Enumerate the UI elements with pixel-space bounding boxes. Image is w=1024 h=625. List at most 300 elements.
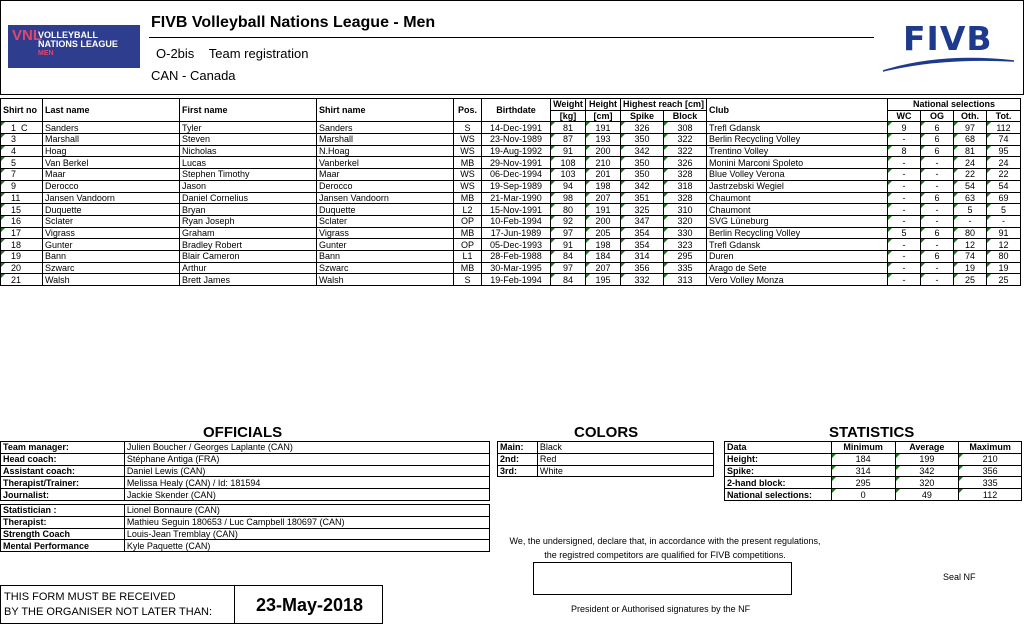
stats-max: 210 [959, 453, 1022, 465]
cell-shirt-name: Gunter [317, 239, 454, 251]
shirt-number: 18 [11, 239, 22, 250]
cell-block: 335 [664, 262, 707, 274]
cell-tot: 95 [987, 145, 1021, 157]
cell-shirt-name: Szwarc [317, 262, 454, 274]
form-code-id: O-2bis [156, 46, 195, 61]
cell-position: OP [454, 239, 482, 251]
cell-shirt-no [1, 227, 43, 239]
official-name: Lionel Bonnaure (CAN) [124, 505, 489, 517]
cell-first-name: Jason [180, 180, 317, 192]
cell-tot: 74 [987, 134, 1021, 146]
deadline-text [4, 590, 212, 620]
cell-birthdate: 29-Nov-1991 [482, 157, 551, 169]
official-name: Mathieu Seguin 180653 / Luc Campbell 180697 (CAN) [124, 516, 489, 528]
official-row [1, 465, 490, 477]
officials-table-2 [0, 504, 490, 552]
cell-og: 6 [921, 227, 954, 239]
cell-weight: 80 [551, 204, 586, 216]
cell-weight: 87 [551, 134, 586, 146]
cell-tot: 12 [987, 239, 1021, 251]
color-label: 2nd: [498, 453, 538, 465]
cell-shirt-name: Vigrass [317, 227, 454, 239]
cell-block: 318 [664, 180, 707, 192]
cell-last-name: Vigrass [43, 227, 180, 239]
shirt-number: 4 [11, 146, 17, 157]
cell-weight: 98 [551, 192, 586, 204]
signature-caption: President or Authorised signatures by the NF [571, 604, 751, 614]
cell-weight: 97 [551, 262, 586, 274]
cell-tot: 25 [987, 274, 1021, 286]
shirt-number: 7 [11, 169, 17, 180]
cell-weight: 84 [551, 250, 586, 262]
official-name: Daniel Lewis (CAN) [124, 465, 489, 477]
stats-min: 295 [831, 477, 895, 489]
cell-club: Trefl Gdansk [707, 122, 888, 134]
cell-spike: 342 [621, 145, 664, 157]
table-row [1, 157, 1021, 169]
col-weight: Weight [551, 99, 586, 111]
cell-oth: 19 [954, 262, 987, 274]
official-role: Assistant coach: [1, 465, 125, 477]
deadline-divider [234, 586, 235, 623]
col-block: Block [664, 110, 707, 122]
cell-tot: 22 [987, 169, 1021, 181]
cell-club: Chaumont [707, 192, 888, 204]
cell-position: WS [454, 145, 482, 157]
cell-weight: 108 [551, 157, 586, 169]
col-wc: WC [888, 110, 921, 122]
stats-max: 335 [959, 477, 1022, 489]
cell-wc: - [888, 134, 921, 146]
cell-first-name: Brett James [180, 274, 317, 286]
cell-spike: 351 [621, 192, 664, 204]
cell-shirt-name: N.Hoag [317, 145, 454, 157]
vnl-logo [8, 25, 140, 68]
shirt-number: 15 [11, 204, 22, 215]
cell-oth: 80 [954, 227, 987, 239]
cell-spike: 356 [621, 262, 664, 274]
cell-height: 200 [586, 215, 621, 227]
cell-tot: 69 [987, 192, 1021, 204]
cell-oth: 24 [954, 157, 987, 169]
cell-wc: 5 [888, 227, 921, 239]
cell-og: 6 [921, 145, 954, 157]
cell-first-name: Blair Cameron [180, 250, 317, 262]
cell-og: 6 [921, 250, 954, 262]
color-row [498, 465, 714, 477]
cell-height: 184 [586, 250, 621, 262]
cell-shirt-no [1, 274, 43, 286]
cell-oth: 54 [954, 180, 987, 192]
color-label: Main: [498, 442, 538, 454]
cell-first-name: Graham [180, 227, 317, 239]
cell-shirt-name: Sanders [317, 122, 454, 134]
stats-min: 314 [831, 465, 895, 477]
stats-header-row [725, 442, 1022, 454]
cell-oth: 12 [954, 239, 987, 251]
cell-spike: 347 [621, 215, 664, 227]
declaration [495, 534, 835, 562]
stats-max: 356 [959, 465, 1022, 477]
official-row [1, 528, 490, 540]
cell-position: MB [454, 157, 482, 169]
team-name: CAN - Canada [151, 68, 236, 83]
officials-title: OFFICIALS [203, 424, 283, 441]
vnl-logo-line1: VOLLEYBALL [38, 30, 98, 40]
cell-og: - [921, 239, 954, 251]
cell-og: - [921, 274, 954, 286]
official-role: Therapist: [1, 516, 125, 528]
official-role: Therapist/Trainer: [1, 477, 125, 489]
cell-last-name: Bann [43, 250, 180, 262]
stats-label: 2-hand block: [725, 477, 832, 489]
cell-og: - [921, 215, 954, 227]
cell-height: 198 [586, 180, 621, 192]
cell-club: Blue Volley Verona [707, 169, 888, 181]
stats-min: 184 [831, 453, 895, 465]
stats-label: Spike: [725, 465, 832, 477]
deadline-box [0, 585, 383, 624]
stats-avg: 199 [895, 453, 959, 465]
table-row [1, 134, 1021, 146]
table-row [1, 215, 1021, 227]
cell-shirt-no [1, 215, 43, 227]
stats-avg: 342 [895, 465, 959, 477]
cell-first-name: Bradley Robert [180, 239, 317, 251]
official-row [1, 477, 490, 489]
cell-wc: - [888, 192, 921, 204]
cell-oth: 22 [954, 169, 987, 181]
cell-shirt-name: Jansen Vandoorn [317, 192, 454, 204]
cell-wc: - [888, 239, 921, 251]
deadline-line1: THIS FORM MUST BE RECEIVED [4, 591, 176, 603]
cell-shirt-no [1, 169, 43, 181]
shirt-number: 1 [11, 122, 17, 133]
cell-tot: 19 [987, 262, 1021, 274]
cell-shirt-name: Maar [317, 169, 454, 181]
cell-wc: - [888, 169, 921, 181]
cell-first-name: Bryan [180, 204, 317, 216]
official-role: Head coach: [1, 453, 125, 465]
vnl-logo-line2: NATIONS LEAGUE [38, 39, 118, 49]
header-divider [149, 37, 874, 38]
cell-club: Chaumont [707, 204, 888, 216]
cell-last-name: Sanders [43, 122, 180, 134]
cell-last-name: Walsh [43, 274, 180, 286]
cell-weight: 91 [551, 239, 586, 251]
cell-club: Monini Marconi Spoleto [707, 157, 888, 169]
stats-min: 0 [831, 489, 895, 501]
form-header [0, 0, 1024, 95]
fivb-logo-text: FIVB [903, 19, 993, 58]
deadline-line2: BY THE ORGANISER NOT LATER THAN: [4, 606, 213, 618]
official-row [1, 453, 490, 465]
cell-tot: - [987, 215, 1021, 227]
cell-shirt-no [1, 250, 43, 262]
colors-title: COLORS [574, 424, 639, 441]
official-name: Stéphane Antiga (FRA) [124, 453, 489, 465]
cell-last-name: Gunter [43, 239, 180, 251]
cell-position: MB [454, 227, 482, 239]
official-role: Mental Performance [1, 540, 125, 552]
shirt-number: 20 [11, 262, 22, 273]
cell-weight: 94 [551, 180, 586, 192]
cell-spike: 314 [621, 250, 664, 262]
cell-club: Vero Volley Monza [707, 274, 888, 286]
cell-tot: 91 [987, 227, 1021, 239]
cell-height: 205 [586, 227, 621, 239]
cell-spike: 325 [621, 204, 664, 216]
official-name: Louis-Jean Tremblay (CAN) [124, 528, 489, 540]
cell-oth: - [954, 215, 987, 227]
cell-first-name: Lucas [180, 157, 317, 169]
stats-header: Average [895, 442, 959, 454]
cell-block: 326 [664, 157, 707, 169]
cell-first-name: Daniel Cornelius [180, 192, 317, 204]
colors-table [497, 441, 714, 477]
cell-oth: 25 [954, 274, 987, 286]
table-row [1, 180, 1021, 192]
col-birthdate: Birthdate [482, 99, 551, 122]
cell-birthdate: 21-Mar-1990 [482, 192, 551, 204]
shirt-number: 5 [11, 157, 17, 168]
cell-wc: - [888, 262, 921, 274]
statistics-title: STATISTICS [829, 424, 915, 441]
col-first-name: First name [180, 99, 317, 122]
cell-shirt-no [1, 145, 43, 157]
cell-shirt-name: Vanberkel [317, 157, 454, 169]
shirt-number: 19 [11, 251, 22, 262]
cell-height: 207 [586, 262, 621, 274]
cell-club: Berlin Recycling Volley [707, 227, 888, 239]
cell-oth: 74 [954, 250, 987, 262]
cell-shirt-no [1, 157, 43, 169]
cell-shirt-name: Sclater [317, 215, 454, 227]
cell-last-name: Jansen Vandoorn [43, 192, 180, 204]
cell-shirt-name: Walsh [317, 274, 454, 286]
stats-label: Height: [725, 453, 832, 465]
cell-birthdate: 10-Feb-1994 [482, 215, 551, 227]
stats-avg: 320 [895, 477, 959, 489]
table-row [1, 122, 1021, 134]
cell-birthdate: 15-Nov-1991 [482, 204, 551, 216]
cell-shirt-no [1, 239, 43, 251]
cell-birthdate: 05-Dec-1993 [482, 239, 551, 251]
cell-club: Arago de Sete [707, 262, 888, 274]
cell-spike: 354 [621, 239, 664, 251]
cell-block: 328 [664, 192, 707, 204]
col-shirt-name: Shirt name [317, 99, 454, 122]
col-height: Height [586, 99, 621, 111]
form-code [156, 46, 308, 61]
cell-og: - [921, 204, 954, 216]
cell-birthdate: 30-Mar-1995 [482, 262, 551, 274]
statistics-table [724, 441, 1022, 501]
cell-shirt-no [1, 134, 43, 146]
cell-og: - [921, 180, 954, 192]
cell-wc: - [888, 274, 921, 286]
cell-club: Trefl Gdansk [707, 239, 888, 251]
cell-height: 191 [586, 122, 621, 134]
cell-oth: 63 [954, 192, 987, 204]
signature-box[interactable] [533, 562, 792, 595]
cell-oth: 97 [954, 122, 987, 134]
cell-spike: 350 [621, 134, 664, 146]
cell-last-name: Duquette [43, 204, 180, 216]
cell-tot: 54 [987, 180, 1021, 192]
cell-shirt-no [1, 122, 43, 134]
stats-row [725, 453, 1022, 465]
cell-first-name: Arthur [180, 262, 317, 274]
table-row [1, 227, 1021, 239]
cell-wc: 8 [888, 145, 921, 157]
cell-height: 201 [586, 169, 621, 181]
col-shirt-no: Shirt no [1, 99, 43, 122]
declaration-line1: We, the undersigned, declare that, in accordance with the present regulations, [509, 536, 821, 546]
cell-last-name: Van Berkel [43, 157, 180, 169]
cell-position: WS [454, 180, 482, 192]
stats-max: 112 [959, 489, 1022, 501]
col-highest-reach: Highest reach [cm] [621, 99, 707, 111]
cell-birthdate: 23-Nov-1989 [482, 134, 551, 146]
table-row [1, 192, 1021, 204]
cell-weight: 92 [551, 215, 586, 227]
col-og: OG [921, 110, 954, 122]
official-row [1, 516, 490, 528]
cell-block: 308 [664, 122, 707, 134]
cell-tot: 24 [987, 157, 1021, 169]
cell-weight: 84 [551, 274, 586, 286]
cell-birthdate: 28-Feb-1988 [482, 250, 551, 262]
cell-block: 330 [664, 227, 707, 239]
stats-header: Data [725, 442, 832, 454]
col-height-unit: [cm] [586, 110, 621, 122]
color-row [498, 442, 714, 454]
cell-block: 322 [664, 145, 707, 157]
officials-table-1 [0, 441, 490, 501]
cell-shirt-no [1, 192, 43, 204]
cell-shirt-name: Bann [317, 250, 454, 262]
col-last-name: Last name [43, 99, 180, 122]
cell-birthdate: 06-Dec-1994 [482, 169, 551, 181]
shirt-number: 9 [11, 181, 17, 192]
cell-wc: - [888, 204, 921, 216]
stats-row [725, 465, 1022, 477]
color-value: White [537, 465, 713, 477]
color-value: Black [537, 442, 713, 454]
cell-shirt-name: Marshall [317, 134, 454, 146]
shirt-number: 3 [11, 134, 17, 145]
cell-og: - [921, 169, 954, 181]
col-tot: Tot. [987, 110, 1021, 122]
cell-height: 207 [586, 192, 621, 204]
cell-height: 210 [586, 157, 621, 169]
form-title: FIVB Volleyball Nations League - Men [151, 14, 436, 31]
shirt-number: 21 [11, 274, 22, 285]
cell-block: 313 [664, 274, 707, 286]
cell-wc: 9 [888, 122, 921, 134]
cell-og: 6 [921, 192, 954, 204]
cell-position: L2 [454, 204, 482, 216]
cell-og: - [921, 262, 954, 274]
shirt-number: 16 [11, 216, 22, 227]
table-row [1, 262, 1021, 274]
cell-last-name: Hoag [43, 145, 180, 157]
official-row [1, 505, 490, 517]
cell-club: Berlin Recycling Volley [707, 134, 888, 146]
cell-oth: 5 [954, 204, 987, 216]
cell-block: 323 [664, 239, 707, 251]
official-row [1, 442, 490, 454]
cell-spike: 350 [621, 157, 664, 169]
table-row [1, 250, 1021, 262]
cell-position: WS [454, 169, 482, 181]
cell-shirt-name: Derocco [317, 180, 454, 192]
col-national-selections: National selections [888, 99, 1021, 111]
cell-last-name: Maar [43, 169, 180, 181]
official-name: Jackie Skender (CAN) [124, 489, 489, 501]
cell-block: 320 [664, 215, 707, 227]
cell-wc: - [888, 180, 921, 192]
cell-tot: 112 [987, 122, 1021, 134]
table-row [1, 239, 1021, 251]
official-role: Team manager: [1, 442, 125, 454]
cell-club: SVG Lüneburg [707, 215, 888, 227]
cell-block: 295 [664, 250, 707, 262]
official-name: Julien Boucher / Georges Laplante (CAN) [124, 442, 489, 454]
cell-wc: - [888, 250, 921, 262]
cell-spike: 332 [621, 274, 664, 286]
col-club: Club [707, 99, 888, 122]
cell-wc: - [888, 215, 921, 227]
fivb-logo [881, 19, 1016, 73]
cell-spike: 350 [621, 169, 664, 181]
col-spike: Spike [621, 110, 664, 122]
cell-birthdate: 19-Aug-1992 [482, 145, 551, 157]
stats-avg: 49 [895, 489, 959, 501]
col-pos: Pos. [454, 99, 482, 122]
cell-shirt-name: Duquette [317, 204, 454, 216]
official-name: Kyle Paquette (CAN) [124, 540, 489, 552]
color-label: 3rd: [498, 465, 538, 477]
cell-shirt-no [1, 204, 43, 216]
cell-weight: 97 [551, 227, 586, 239]
stats-row [725, 489, 1022, 501]
table-row [1, 169, 1021, 181]
cell-position: OP [454, 215, 482, 227]
cell-position: MB [454, 192, 482, 204]
official-row [1, 489, 490, 501]
official-role: Journalist: [1, 489, 125, 501]
official-role: Statistician : [1, 505, 125, 517]
cell-birthdate: 17-Jun-1989 [482, 227, 551, 239]
stats-label: National selections: [725, 489, 832, 501]
deadline-date: 23-May-2018 [256, 595, 364, 615]
form-code-name: Team registration [208, 46, 309, 61]
cell-position: MB [454, 262, 482, 274]
cell-shirt-no [1, 180, 43, 192]
vnl-logo-line3: MEN [38, 50, 54, 57]
cell-oth: 68 [954, 134, 987, 146]
cell-weight: 91 [551, 145, 586, 157]
table-row [1, 204, 1021, 216]
cell-position: S [454, 274, 482, 286]
cell-last-name: Szwarc [43, 262, 180, 274]
cell-height: 195 [586, 274, 621, 286]
vnl-logo-mark: VNL [12, 27, 42, 44]
cell-block: 310 [664, 204, 707, 216]
cell-first-name: Stephen Timothy [180, 169, 317, 181]
